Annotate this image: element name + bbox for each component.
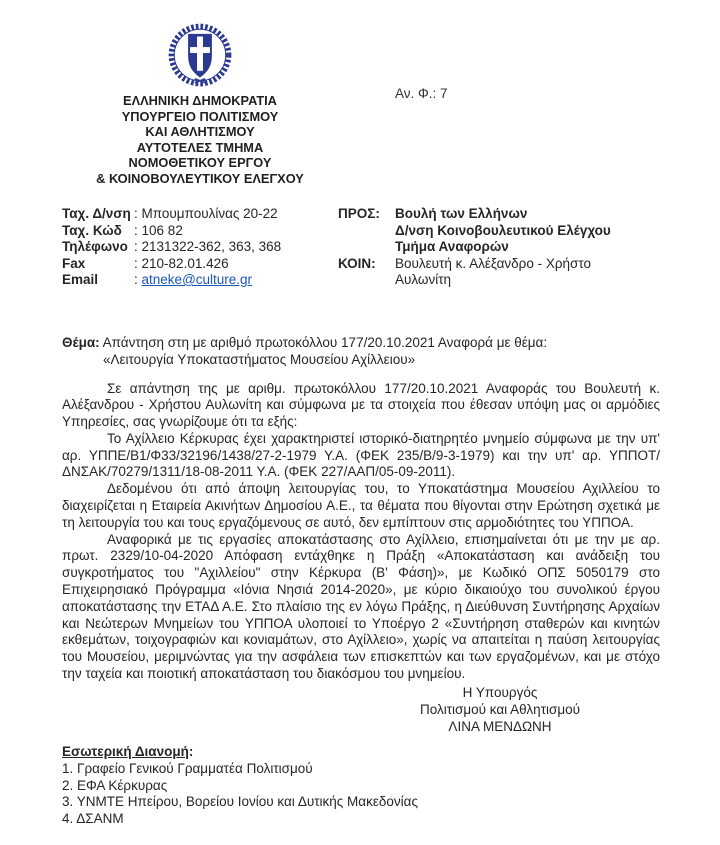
- recipient-row: [338, 206, 660, 223]
- greek-coat-of-arms-icon: [164, 22, 236, 88]
- recipient-row: [338, 272, 660, 289]
- recipients-block: [338, 206, 660, 289]
- colon: :: [134, 239, 138, 254]
- recipient-row: [338, 239, 660, 256]
- contact-row-address: [62, 206, 338, 223]
- cc-line: Αυλωνίτη: [395, 272, 452, 287]
- letter-body: [62, 381, 660, 683]
- signature-title: Η Υπουργός: [462, 684, 538, 700]
- body-paragraph: Αναφορικά με τις εργασίες αποκατάστασης στο Αχίλλειο, επισημαίνεται ότι με την με αρ. πρωτ. 2329/10-04-2020 Απόφαση εντάχθηκε η Πράξη «Αποκατάσταση και ανάδειξη του συγκροτήματος του "Αχιλλείου" στην Κέρκυρα (Β' Φάση)», με Κωδικό ΟΠΣ 5050179 στο Επιχειρησιακό Πρόγραμμα «Ιόνια Νησιά 2014-2020», με κύριο δικαιούχο του συνολικού έργου αποκατάστασης την ΕΤΑΔ Α.Ε. Στο πλαίσιο της εν λόγω Πράξης, η Διεύθυνση Συντήρησης Αρχαίων και Νεώτερων Μνημείων του ΥΠΠΟΑ υλοποιεί το Υποέργο 2 «Συντήρηση σταθερών και κινητών εκθεμάτων, τοιχογραφιών και κονιαμάτων, στο Αχίλλειο», χωρίς να απαιτείται η παύση λειτουργίας του Μουσείου, μεριμνώντας για την ασφάλεια των επισκεπτών και των εργαζομένων, και με στόχο την ταχεία και ποιοτική αποκατάσταση του διακόσμου του μνημείου.: [62, 531, 660, 682]
- colon: :: [134, 255, 138, 271]
- contact-row-postcode: [62, 223, 338, 240]
- distribution-item: 1. Γραφείο Γενικού Γραμματέα Πολιτισμού: [62, 761, 313, 777]
- contact-row-email: [62, 272, 338, 289]
- contact-block: [62, 206, 338, 289]
- signature-block: [356, 684, 644, 736]
- to-line: Βουλή των Ελλήνων: [395, 206, 528, 221]
- to-line: Δ/νση Κοινοβουλευτικού Ελέγχου: [395, 222, 611, 238]
- body-paragraph: Σε απάντηση της με αριθμ. πρωτοκόλλου 177/20.10.2021 Αναφοράς του Βουλευτή κ. Αλέξανδρου - Χρήστου Αυλωνίτη και σύμφωνα με τα στοιχεία που έθεσαν υπόψη μας οι αρμόδιες Υπηρεσίες, σας γνωρίζουμε ότι τα εξής:: [62, 380, 660, 430]
- distribution-item: 2. ΕΦΑ Κέρκυρας: [62, 777, 168, 793]
- body-paragraph: Το Αχίλλειο Κέρκυρας έχει χαρακτηριστεί ιστορικό-διατηρητέο μνημείο σύμφωνα με την υπ' αρ. ΥΠΠΕ/Β1/Φ33/32196/1438/27-2-1979 Υ.Α. (ΦΕΚ 235/Β/9-3-1979) και την υπ' αρ. ΥΠΠΟΤ/ΔΝΣΑΚ/70279/1311/18-08-2011 Υ.Α. (ΦΕΚ 227/ΑΑΠ/05-09-2011).: [62, 430, 660, 480]
- ministry-line: ΚΑΙ ΑΘΛΗΤΙΣΜΟΥ: [145, 124, 255, 139]
- subject-block: [62, 334, 668, 368]
- distribution-item: 4. ΔΣΑΝΜ: [62, 810, 124, 826]
- colon: :: [134, 222, 138, 238]
- cc-label: ΚΟΙΝ:: [338, 255, 376, 271]
- recipient-row: [338, 256, 660, 273]
- contact-label: Email: [62, 272, 99, 287]
- info-row: [62, 206, 660, 289]
- ministry-line: ΝΟΜΟΘΕΤΙΚΟΥ ΕΡΓΟΥ: [128, 155, 272, 170]
- contact-label: Ταχ. Κώδ: [62, 222, 122, 238]
- recipient-row: [338, 223, 660, 240]
- letterhead-ministry-block: [62, 22, 338, 186]
- internal-distribution: [62, 744, 660, 827]
- contact-label: Fax: [62, 255, 86, 271]
- contact-label: Ταχ. Δ/νση: [62, 206, 131, 221]
- colon: :: [134, 272, 138, 287]
- email-link[interactable]: atneke@culture.gr: [141, 272, 253, 287]
- subject-line-1: Απάντηση στη με αριθμό πρωτοκόλλου 177/20.10.2021 Αναφορά με θέμα:: [102, 334, 548, 350]
- contact-label: Τηλέφωνο: [62, 239, 128, 254]
- contact-row-phone: [62, 239, 338, 256]
- subject-line-2: «Λειτουργία Υποκαταστήματος Μουσείου Αχίλλειου»: [103, 351, 416, 367]
- file-reference: Αν. Φ.: 7: [395, 86, 448, 101]
- ministry-line: ΑΥΤΟΤΕΛΕΣ ΤΜΗΜΑ: [136, 139, 264, 155]
- distribution-item: 3. ΥΝΜΤΕ Ηπείρου, Βορείου Ιονίου και Δυτικής Μακεδονίας: [62, 794, 418, 810]
- contact-value: 106 82: [141, 222, 183, 238]
- contact-value: 2131322-362, 363, 368: [141, 239, 282, 254]
- contact-value: Μπουμπουλίνας 20-22: [141, 206, 278, 221]
- letterhead: [62, 22, 660, 194]
- body-paragraph: Δεδομένου ότι από άποψη λειτουργίας του, το Υποκατάστημα Μουσείου Αχιλλείου το διαχειρίζεται η Εταιρεία Ακινήτων Δημοσίου Α.Ε., τα θέματα που θίγονται στην Ερώτηση σχετικά με τη λειτουργία του και τους εργαζόμενους σε αυτό, δεν εμπίπτουν στις αρμοδιότητες του ΥΠΠΟΑ.: [62, 481, 660, 530]
- ministry-line: ΥΠΟΥΡΓΕΙΟ ΠΟΛΙΤΙΣΜΟΥ: [121, 108, 279, 124]
- contact-value: 210-82.01.426: [141, 255, 229, 271]
- to-line: Τμήμα Αναφορών: [395, 239, 509, 254]
- cc-line: Βουλευτή κ. Αλέξανδρο - Χρήστο: [395, 255, 592, 271]
- signature-ministry: Πολιτισμού και Αθλητισμού: [419, 702, 581, 718]
- contact-row-fax: [62, 256, 338, 273]
- colon: :: [134, 206, 138, 221]
- signature-name: ΛΙΝΑ ΜΕΝΔΩΝΗ: [448, 719, 552, 735]
- ministry-title: [62, 93, 338, 186]
- ministry-line: ΕΛΛΗΝΙΚΗ ΔΗΜΟΚΡΑΤΙΑ: [123, 93, 277, 108]
- to-label: ΠΡΟΣ:: [338, 206, 380, 221]
- distribution-heading: Εσωτερική Διανομή:: [62, 744, 194, 760]
- ministry-line: & ΚΟΙΝΟΒΟΥΛΕΥΤΙΚΟΥ ΕΛΕΓΧΟΥ: [96, 170, 304, 186]
- subject-label: Θέμα:: [62, 334, 100, 350]
